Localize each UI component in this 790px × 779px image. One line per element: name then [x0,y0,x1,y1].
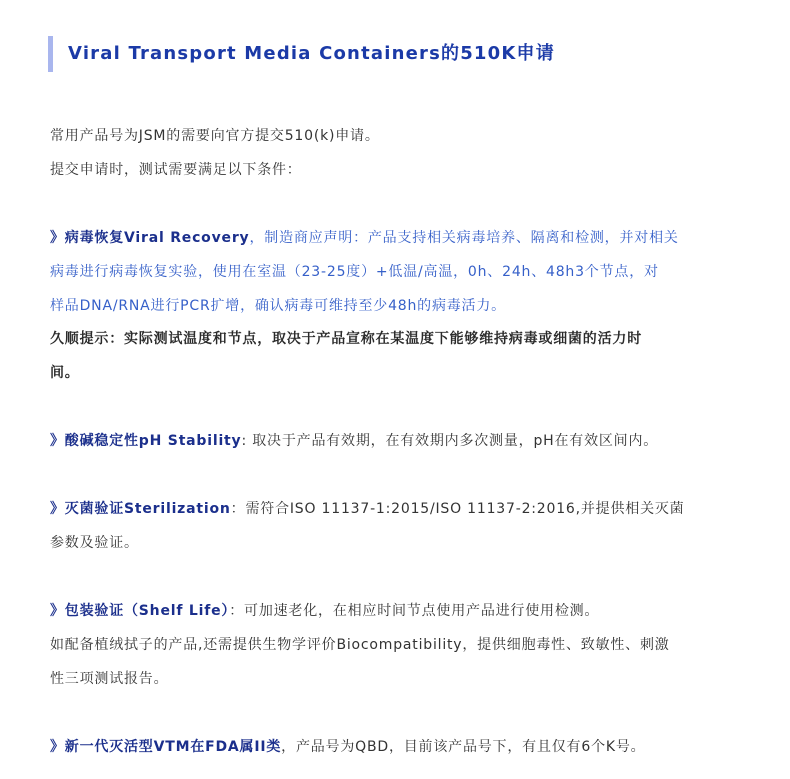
viral-recovery-text-3: 样品DNA/RNA进行PCR扩增，确认病毒可维持至少48h的病毒活力。 [50,298,506,314]
tip-line-1: 久顺提示：实际测试温度和节点，取决于产品宣称在某温度下能够维持病毒或细菌的活力时 [50,331,642,347]
sterilization-heading: 》灭菌验证Sterilization [50,501,231,517]
viral-recovery-text-1: ，制造商应声明：产品支持相关病毒培养、隔离和检测，并对相关 [249,230,679,246]
ph-text: : 取决于产品有效期，在有效期内多次测量，pH在有效区间内。 [241,433,659,449]
tip-paragraph [50,322,740,390]
vtm-line [50,730,740,764]
ph-section [50,424,740,458]
viral-recovery-heading: 》病毒恢复Viral Recovery [50,230,250,246]
ph-line [50,424,740,458]
intro-paragraph [50,119,740,187]
viral-recovery-section [50,221,740,323]
sterilization-line-1 [50,492,740,526]
vtm-section [50,730,740,764]
intro-line-1: 常用产品号为JSM的需要向官方提交510(k)申请。 [50,128,380,144]
sterilization-section [50,492,740,560]
viral-recovery-text-2: 病毒进行病毒恢复实验，使用在室温（23-25度）+低温/高温，0h、24h、48h3个节点，对 [50,264,659,280]
shelf-life-line-1 [50,594,740,628]
article-title: Viral Transport Media Containers的510K申请 [68,43,555,64]
vtm-heading: 》新一代灭活型VTM在FDA属II类 [50,739,282,755]
shelf-life-section [50,594,740,696]
sterilization-text-1: ：需符合ISO 11137-1:2015/ISO 11137-2:2016,并提供相关灭菌 [230,501,685,517]
tip-line-2: 间。 [50,365,80,381]
shelf-life-text-2: 如配备植绒拭子的产品,还需提供生物学评价Biocompatibility，提供细胞毒性、致敏性、刺激 [50,637,670,653]
vtm-text: ，产品号为QBD，目前该产品号下，有且仅有6个K号。 [281,739,646,755]
shelf-life-text-3: 性三项测试报告。 [50,671,169,687]
ph-heading: 》酸碱稳定性pH Stability [50,433,242,449]
viral-recovery-line-1 [50,221,740,255]
shelf-life-heading: 》包装验证（Shelf Life） [50,603,230,619]
title-accent-bar [48,36,53,72]
sterilization-text-2: 参数及验证。 [50,535,139,551]
shelf-life-text-1: ：可加速老化，在相应时间节点使用产品进行使用检测。 [229,603,600,619]
intro-line-2: 提交申请时，测试需要满足以下条件： [50,162,302,178]
